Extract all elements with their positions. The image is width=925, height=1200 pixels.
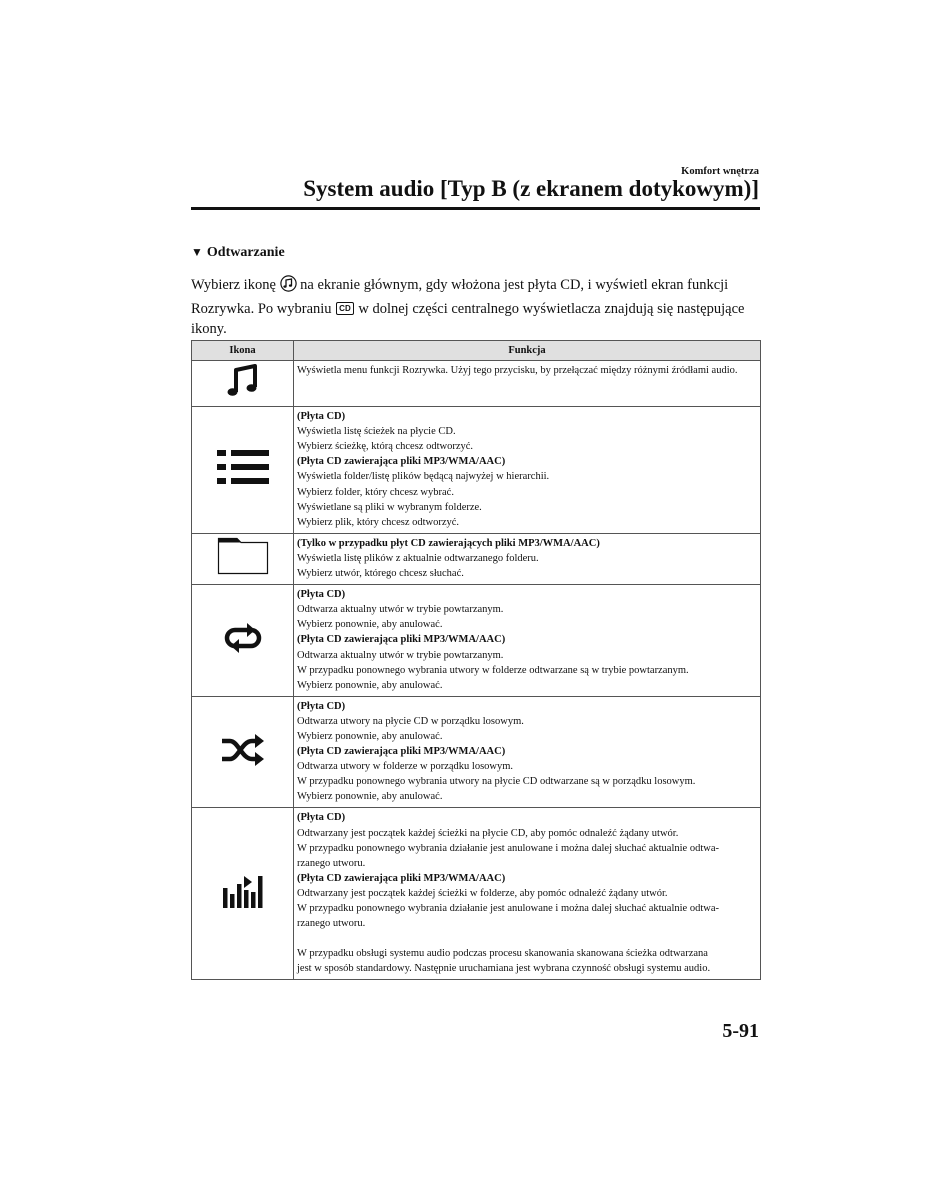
description-line: Odtwarza utwory na płycie CD w porządku losowym. — [297, 715, 524, 727]
description-line: Odtwarzany jest początek każdej ścieżki na płycie CD, aby pomóc odnaleźć żądany utwór. — [297, 827, 679, 839]
description-subheading: (Płyta CD) — [297, 411, 346, 423]
description-line: jest w sposób standardowy. Następnie uruchamiana jest wybrana czynność obsługi systemu audio. — [297, 963, 711, 975]
description-line: Wybierz utwór, którego chcesz słuchać. — [297, 568, 464, 580]
header-icon: Ikona — [192, 341, 294, 361]
function-description — [294, 533, 761, 584]
folder-icon — [217, 567, 269, 578]
description-subheading: (Płyta CD zawierająca pliki MP3/WMA/AAC) — [297, 746, 506, 758]
table-header-row — [192, 341, 761, 361]
table-row — [192, 361, 761, 407]
scan-icon — [222, 900, 264, 911]
icon-cell — [192, 808, 294, 980]
icon-cell — [192, 533, 294, 584]
description-line: Odtwarza aktualny utwór w trybie powtarzanym. — [297, 604, 504, 616]
function-description — [294, 585, 761, 697]
description-line: rzanego utworu. — [297, 918, 366, 930]
icon-cell — [192, 696, 294, 808]
music-note-circle-icon — [280, 275, 297, 299]
function-description — [294, 361, 761, 407]
description-line: Wybierz ponownie, aby anulować. — [297, 679, 443, 691]
page-title: System audio [Typ B (z ekranem dotykowym)] — [303, 176, 759, 201]
description-line: Wyświetlane są pliki w wybranym folderze. — [297, 501, 482, 513]
description-line: Wybierz ponownie, aby anulować. — [297, 730, 443, 742]
description-line: W przypadku obsługi systemu audio podczas procesu skanowania skanowana ścieżka odtwarzana — [297, 948, 708, 960]
header-function: Funkcja — [294, 341, 761, 361]
description-line: W przypadku ponownego wybrania działanie jest anulowane i można dalej słuchać aktualnie odtwa- — [297, 903, 719, 914]
intro-text-3: w dolnej części centralnego wyświetlacza znajdują się następujące ikony. — [191, 300, 745, 337]
description-subheading: (Tylko w przypadku płyt CD zawierających pliki MP3/WMA/AAC) — [297, 537, 600, 549]
description-line: Wybierz ścieżkę, którą chcesz odtworzyć. — [297, 441, 474, 453]
description-subheading: (Płyta CD zawierająca pliki MP3/WMA/AAC) — [297, 456, 506, 468]
table-row — [192, 585, 761, 697]
music-note-icon — [223, 393, 263, 404]
title-rule — [191, 207, 760, 210]
icon-cell — [192, 361, 294, 407]
intro-paragraph — [191, 275, 761, 340]
icon-cell — [192, 407, 294, 534]
shuffle-icon — [220, 758, 266, 769]
page-number: 5-91 — [722, 1020, 759, 1042]
function-table — [191, 340, 761, 980]
description-line: Odtwarza utwory w folderze w porządku losowym. — [297, 761, 514, 773]
description-subheading: (Płyta CD) — [297, 700, 346, 712]
description-line: Odtwarzany jest początek każdej ścieżki w folderze, aby pomóc odnaleźć żądany utwór. — [297, 887, 668, 899]
table-row — [192, 533, 761, 584]
table-row — [192, 407, 761, 534]
intro-text-2: na ekranie głównym, gdy włożona jest płyta CD, i wyświetl ekran funkcji Rozrywka. Po wybraniu — [191, 277, 729, 317]
description-subheading: (Płyta CD zawierająca pliki MP3/WMA/AAC) — [297, 634, 506, 646]
description-subheading: (Płyta CD) — [297, 589, 346, 601]
table-row — [192, 808, 761, 980]
description-line: rzanego utworu. — [297, 857, 366, 869]
description-line: W przypadku ponownego wybrania działanie jest anulowane i można dalej słuchać aktualnie odtwa- — [297, 842, 719, 854]
repeat-icon — [221, 645, 265, 656]
function-description — [294, 407, 761, 534]
description-line: Wybierz ponownie, aby anulować. — [297, 791, 443, 803]
section-title: Odtwarzanie — [206, 245, 285, 260]
description-line: Wybierz ponownie, aby anulować. — [297, 619, 443, 631]
description-line: W przypadku ponownego wybrania utwory w folderze odtwarzane są w trybie powtarzanym. — [297, 664, 689, 676]
description-line: Wybierz plik, który chcesz odtworzyć. — [297, 516, 460, 528]
description-line: Wyświetla listę plików z aktualnie odtwarzanego folderu. — [297, 552, 539, 564]
track-list-icon — [215, 478, 271, 489]
cd-badge-icon: CD — [336, 302, 354, 315]
description-line: Wybierz folder, który chcesz wybrać. — [297, 486, 454, 498]
table-row — [192, 696, 761, 808]
icon-cell — [192, 585, 294, 697]
chapter-heading: Komfort wnętrza — [681, 166, 759, 177]
description-line: Wyświetla menu funkcji Rozrywka. Użyj tego przycisku, by przełączać między różnymi źródłami audio. — [297, 365, 738, 376]
description-line: Wyświetla listę ścieżek na płycie CD. — [297, 426, 456, 438]
function-description — [294, 696, 761, 808]
description-line — [297, 931, 757, 946]
function-description — [294, 808, 761, 980]
description-subheading: (Płyta CD zawierająca pliki MP3/WMA/AAC) — [297, 872, 506, 884]
section-marker: ▼ — [191, 245, 203, 259]
description-subheading: (Płyta CD) — [297, 812, 346, 824]
description-line: W przypadku ponownego wybrania utwory na płycie CD odtwarzane są w porządku losowym. — [297, 776, 696, 788]
description-line: Odtwarza aktualny utwór w trybie powtarzanym. — [297, 649, 504, 661]
section-heading — [191, 245, 285, 261]
intro-text-1: Wybierz ikonę — [191, 277, 276, 293]
description-line: Wyświetla folder/listę plików będącą najwyżej w hierarchii. — [297, 471, 550, 483]
